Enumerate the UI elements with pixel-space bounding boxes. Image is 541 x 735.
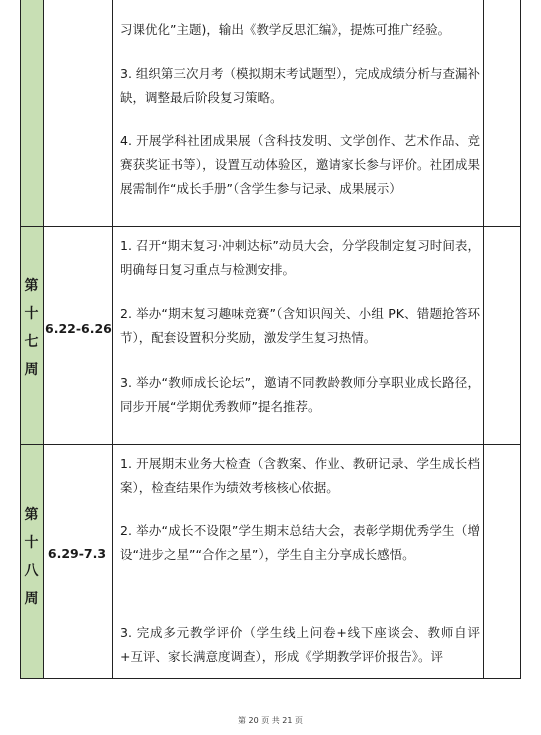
week18-char-2: 十 (24, 535, 39, 551)
row1-item-1: 习课优化”主题)，输出《教学反思汇编》，提炼可推广经验。 (120, 22, 451, 37)
week18-char-1: 第 (24, 507, 39, 523)
week17-char-4: 周 (24, 362, 39, 378)
week18-date: 6.29-7.3 (47, 546, 107, 561)
row-divider-2 (20, 444, 521, 445)
week17-char-3: 七 (24, 334, 39, 350)
row3-item-3: 3. 完成多元教学评价（学生线上问卷+线下座谈会、教师自评+互评、家长满意度调查），形成《学期教学评价报告》。评 (120, 625, 480, 664)
row1-item-3: 4. 开展学科社团成果展（含科技发明、文学创作、艺术作品、竞赛获奖证书等），设置互动体验区，邀请家长参与评价。社团成果展需制作“成长手册”（含学生参与记录、成果展示） (120, 133, 480, 196)
row-divider-1 (20, 226, 521, 227)
table-border-content (483, 0, 484, 678)
week17-char-1: 第 (24, 278, 39, 294)
week17-date: 6.22-6.26 (45, 321, 112, 336)
row3-item-1: 1. 开展期末业务大检查（含教案、作业、教研记录、学生成长档案），检查结果作为绩效考核核心依据。 (120, 456, 480, 495)
row2-item-3: 3. 举办“教师成长论坛”，邀请不同教龄教师分享职业成长路径，同步开展“学期优秀教师”提名推荐。 (120, 375, 480, 414)
row2-item-2: 2. 举办“期末复习趣味竞赛”（含知识闯关、小组 PK、错题抢答环节），配套设置积分奖励，激发学生复习热情。 (120, 306, 480, 345)
table-border-bottom (20, 678, 521, 679)
week18-char-3: 八 (24, 563, 39, 579)
row2-item-1: 1. 召开“期末复习·冲刺达标”动员大会，分学段制定复习时间表，明确每日复习重点与检测安排。 (120, 238, 480, 277)
week-cell-bg-1 (21, 0, 43, 226)
week18-char-4: 周 (24, 591, 39, 607)
page-footer: 第 20 页 共 21 页 (237, 716, 304, 725)
row3-item-2: 2. 举办“成长不设限”学生期末总结大会，表彰学期优秀学生（增设“进步之星”“合作之星”），学生自主分享成长感悟。 (120, 523, 480, 562)
table-border-week (43, 0, 44, 678)
row1-item-2: 3. 组织第三次月考（模拟期末考试题型），完成成绩分析与查漏补缺，调整最后阶段复习策略。 (120, 66, 480, 105)
table-border-date (112, 0, 113, 678)
table-border-left (20, 0, 21, 678)
table-border-right (520, 0, 521, 678)
week17-char-2: 十 (24, 306, 39, 322)
